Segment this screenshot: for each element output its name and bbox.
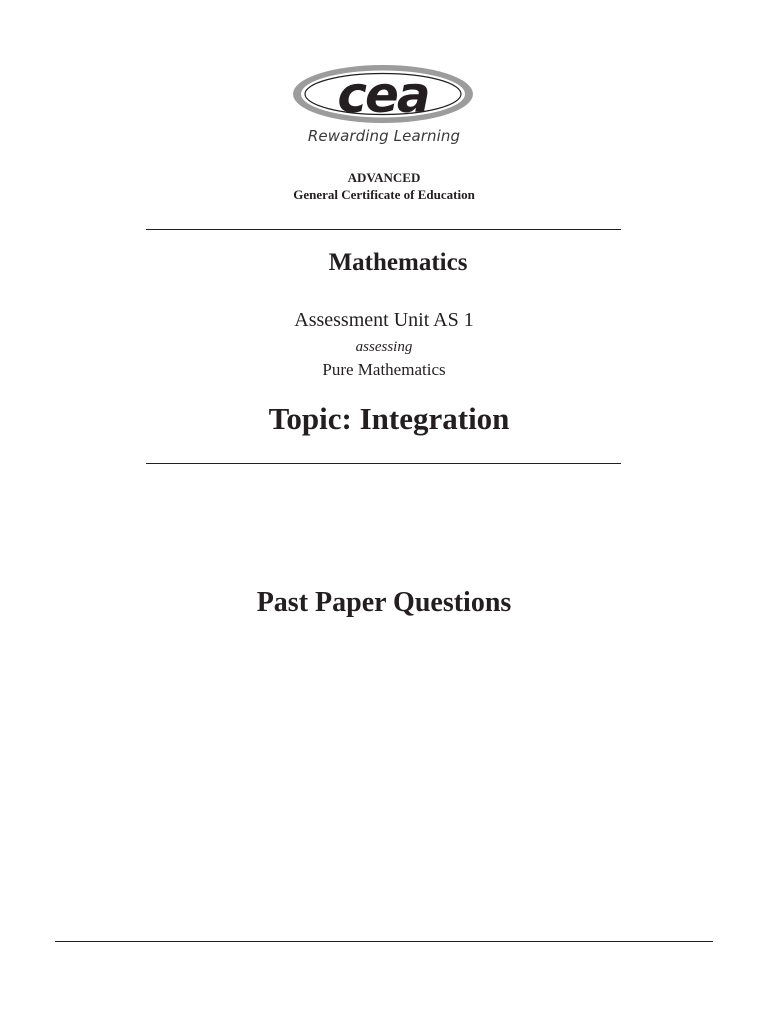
qualification-level: ADVANCED (347, 170, 421, 185)
subject-title: Mathematics (328, 249, 468, 276)
assessing-label: assessing (355, 339, 413, 355)
footer-divider (55, 941, 713, 942)
qualification-title: General Certificate of Education (293, 187, 475, 202)
component-title: Pure Mathematics (322, 360, 446, 379)
top-divider (146, 229, 621, 230)
logo-tagline: Rewarding Learning (307, 127, 461, 145)
cea-logo (290, 62, 476, 128)
middle-divider (146, 463, 621, 464)
svg-text:cea: cea (337, 66, 429, 124)
document-type-title: Past Paper Questions (256, 587, 512, 618)
assessment-unit: Assessment Unit AS 1 (294, 309, 474, 331)
topic-title: Topic: Integration (268, 401, 510, 436)
